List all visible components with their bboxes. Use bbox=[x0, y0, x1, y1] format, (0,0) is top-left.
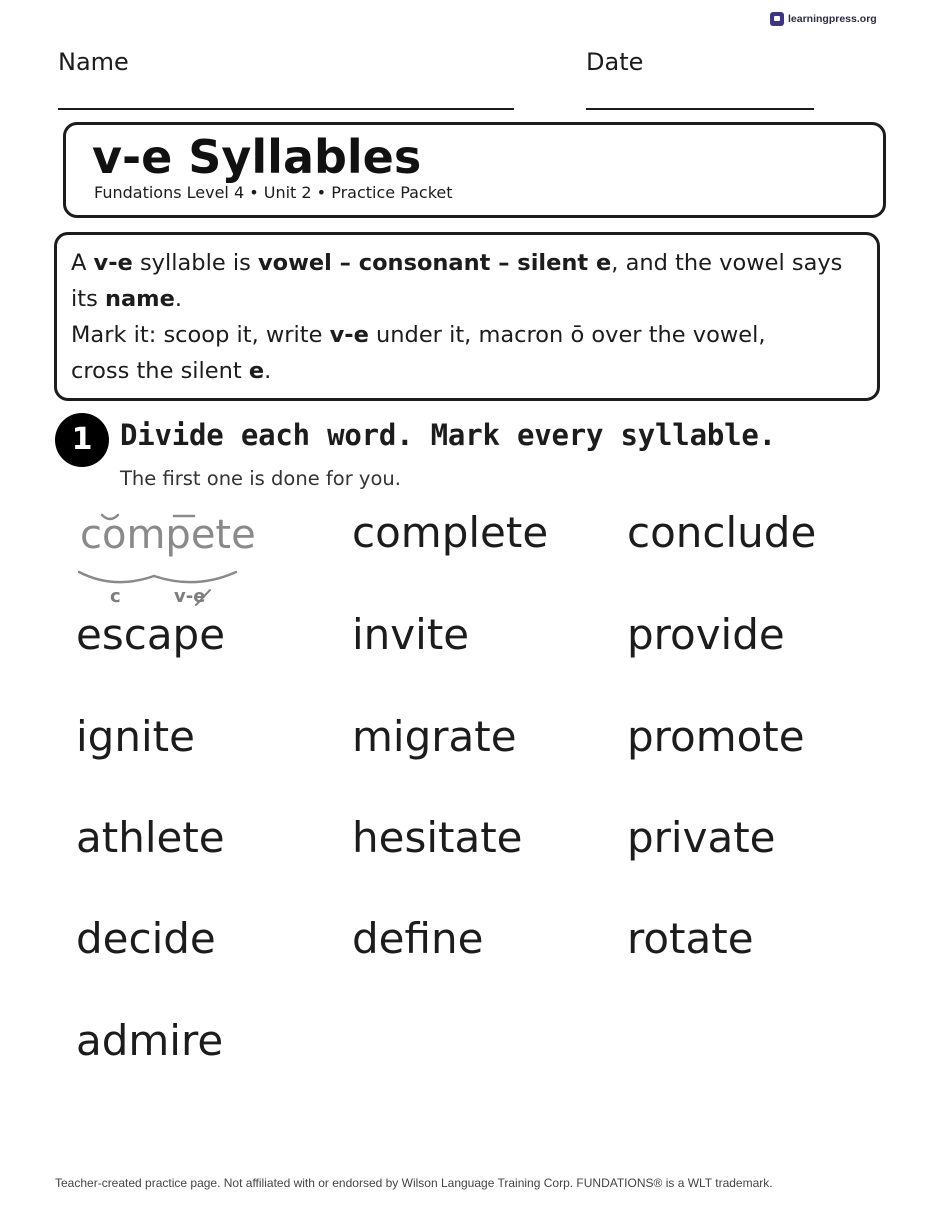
date-label: Date bbox=[586, 48, 644, 76]
rule-bold-text: e bbox=[248, 358, 265, 384]
date-write-line bbox=[586, 108, 814, 110]
practice-word: complete bbox=[352, 508, 549, 557]
page-title: v-e Syllables bbox=[92, 130, 422, 184]
brand-text: learningpress.org bbox=[788, 13, 877, 25]
rule-bold-text: v-e bbox=[93, 250, 133, 276]
name-label: Name bbox=[58, 48, 129, 76]
practice-word: invite bbox=[352, 610, 470, 659]
practice-word: private bbox=[627, 813, 776, 862]
practice-word: admire bbox=[76, 1016, 224, 1065]
practice-word: conclude bbox=[627, 508, 817, 557]
rule-line-2 bbox=[71, 281, 863, 317]
rule-text: Mark it: scoop it, write bbox=[71, 322, 330, 348]
rule-text: syllable is bbox=[132, 250, 258, 276]
rule-text: cross the silent bbox=[71, 358, 249, 384]
rule-line-1 bbox=[71, 245, 863, 281]
step-directions: Divide each word. Mark every syllable. bbox=[120, 418, 776, 452]
rule-text: its bbox=[71, 286, 105, 312]
rule-line-3 bbox=[71, 317, 863, 353]
practice-word: promote bbox=[627, 712, 805, 761]
practice-word: decide bbox=[76, 914, 216, 963]
rule-text: , and the vowel says bbox=[611, 250, 843, 276]
practice-word: rotate bbox=[627, 914, 754, 963]
worked-example bbox=[78, 506, 278, 616]
practice-word: hesitate bbox=[352, 813, 523, 862]
rule-text: . bbox=[174, 286, 183, 312]
rule-bold-text: vowel – consonant – silent e bbox=[257, 250, 612, 276]
example-word: compete bbox=[80, 512, 256, 558]
practice-word: provide bbox=[627, 610, 785, 659]
rule-line-4 bbox=[71, 353, 863, 389]
practice-word: ignite bbox=[76, 712, 195, 761]
syllable-code-closed: c bbox=[110, 586, 121, 607]
practice-word: define bbox=[352, 914, 484, 963]
rule-box bbox=[54, 232, 880, 401]
book-icon bbox=[770, 12, 784, 26]
footer-disclaimer: Teacher-created practice page. Not affiliated with or endorsed by Wilson Language Training Corp. FUNDATIONS® is a WLT trademark. bbox=[55, 1176, 773, 1190]
practice-word: migrate bbox=[352, 712, 517, 761]
step-number-badge: 1 bbox=[55, 413, 109, 467]
syllable-scoop-2 bbox=[154, 572, 236, 582]
rule-text: under it, macron ō over the vowel, bbox=[368, 322, 766, 348]
rule-text: A bbox=[71, 250, 94, 276]
syllable-scoop-1 bbox=[79, 572, 154, 582]
rule-text: . bbox=[264, 358, 272, 384]
practice-word: escape bbox=[76, 610, 226, 659]
brand-logo bbox=[770, 12, 877, 26]
rule-bold-text: v-e bbox=[329, 322, 369, 348]
rule-bold-text: name bbox=[104, 286, 175, 312]
step-subdirections: The first one is done for you. bbox=[120, 467, 401, 490]
name-write-line bbox=[58, 108, 514, 110]
syllable-code-v-e: v-e bbox=[174, 586, 206, 607]
page-subtitle: Fundations Level 4 • Unit 2 • Practice Packet bbox=[94, 183, 453, 202]
practice-word: athlete bbox=[76, 813, 225, 862]
title-box bbox=[63, 122, 886, 218]
